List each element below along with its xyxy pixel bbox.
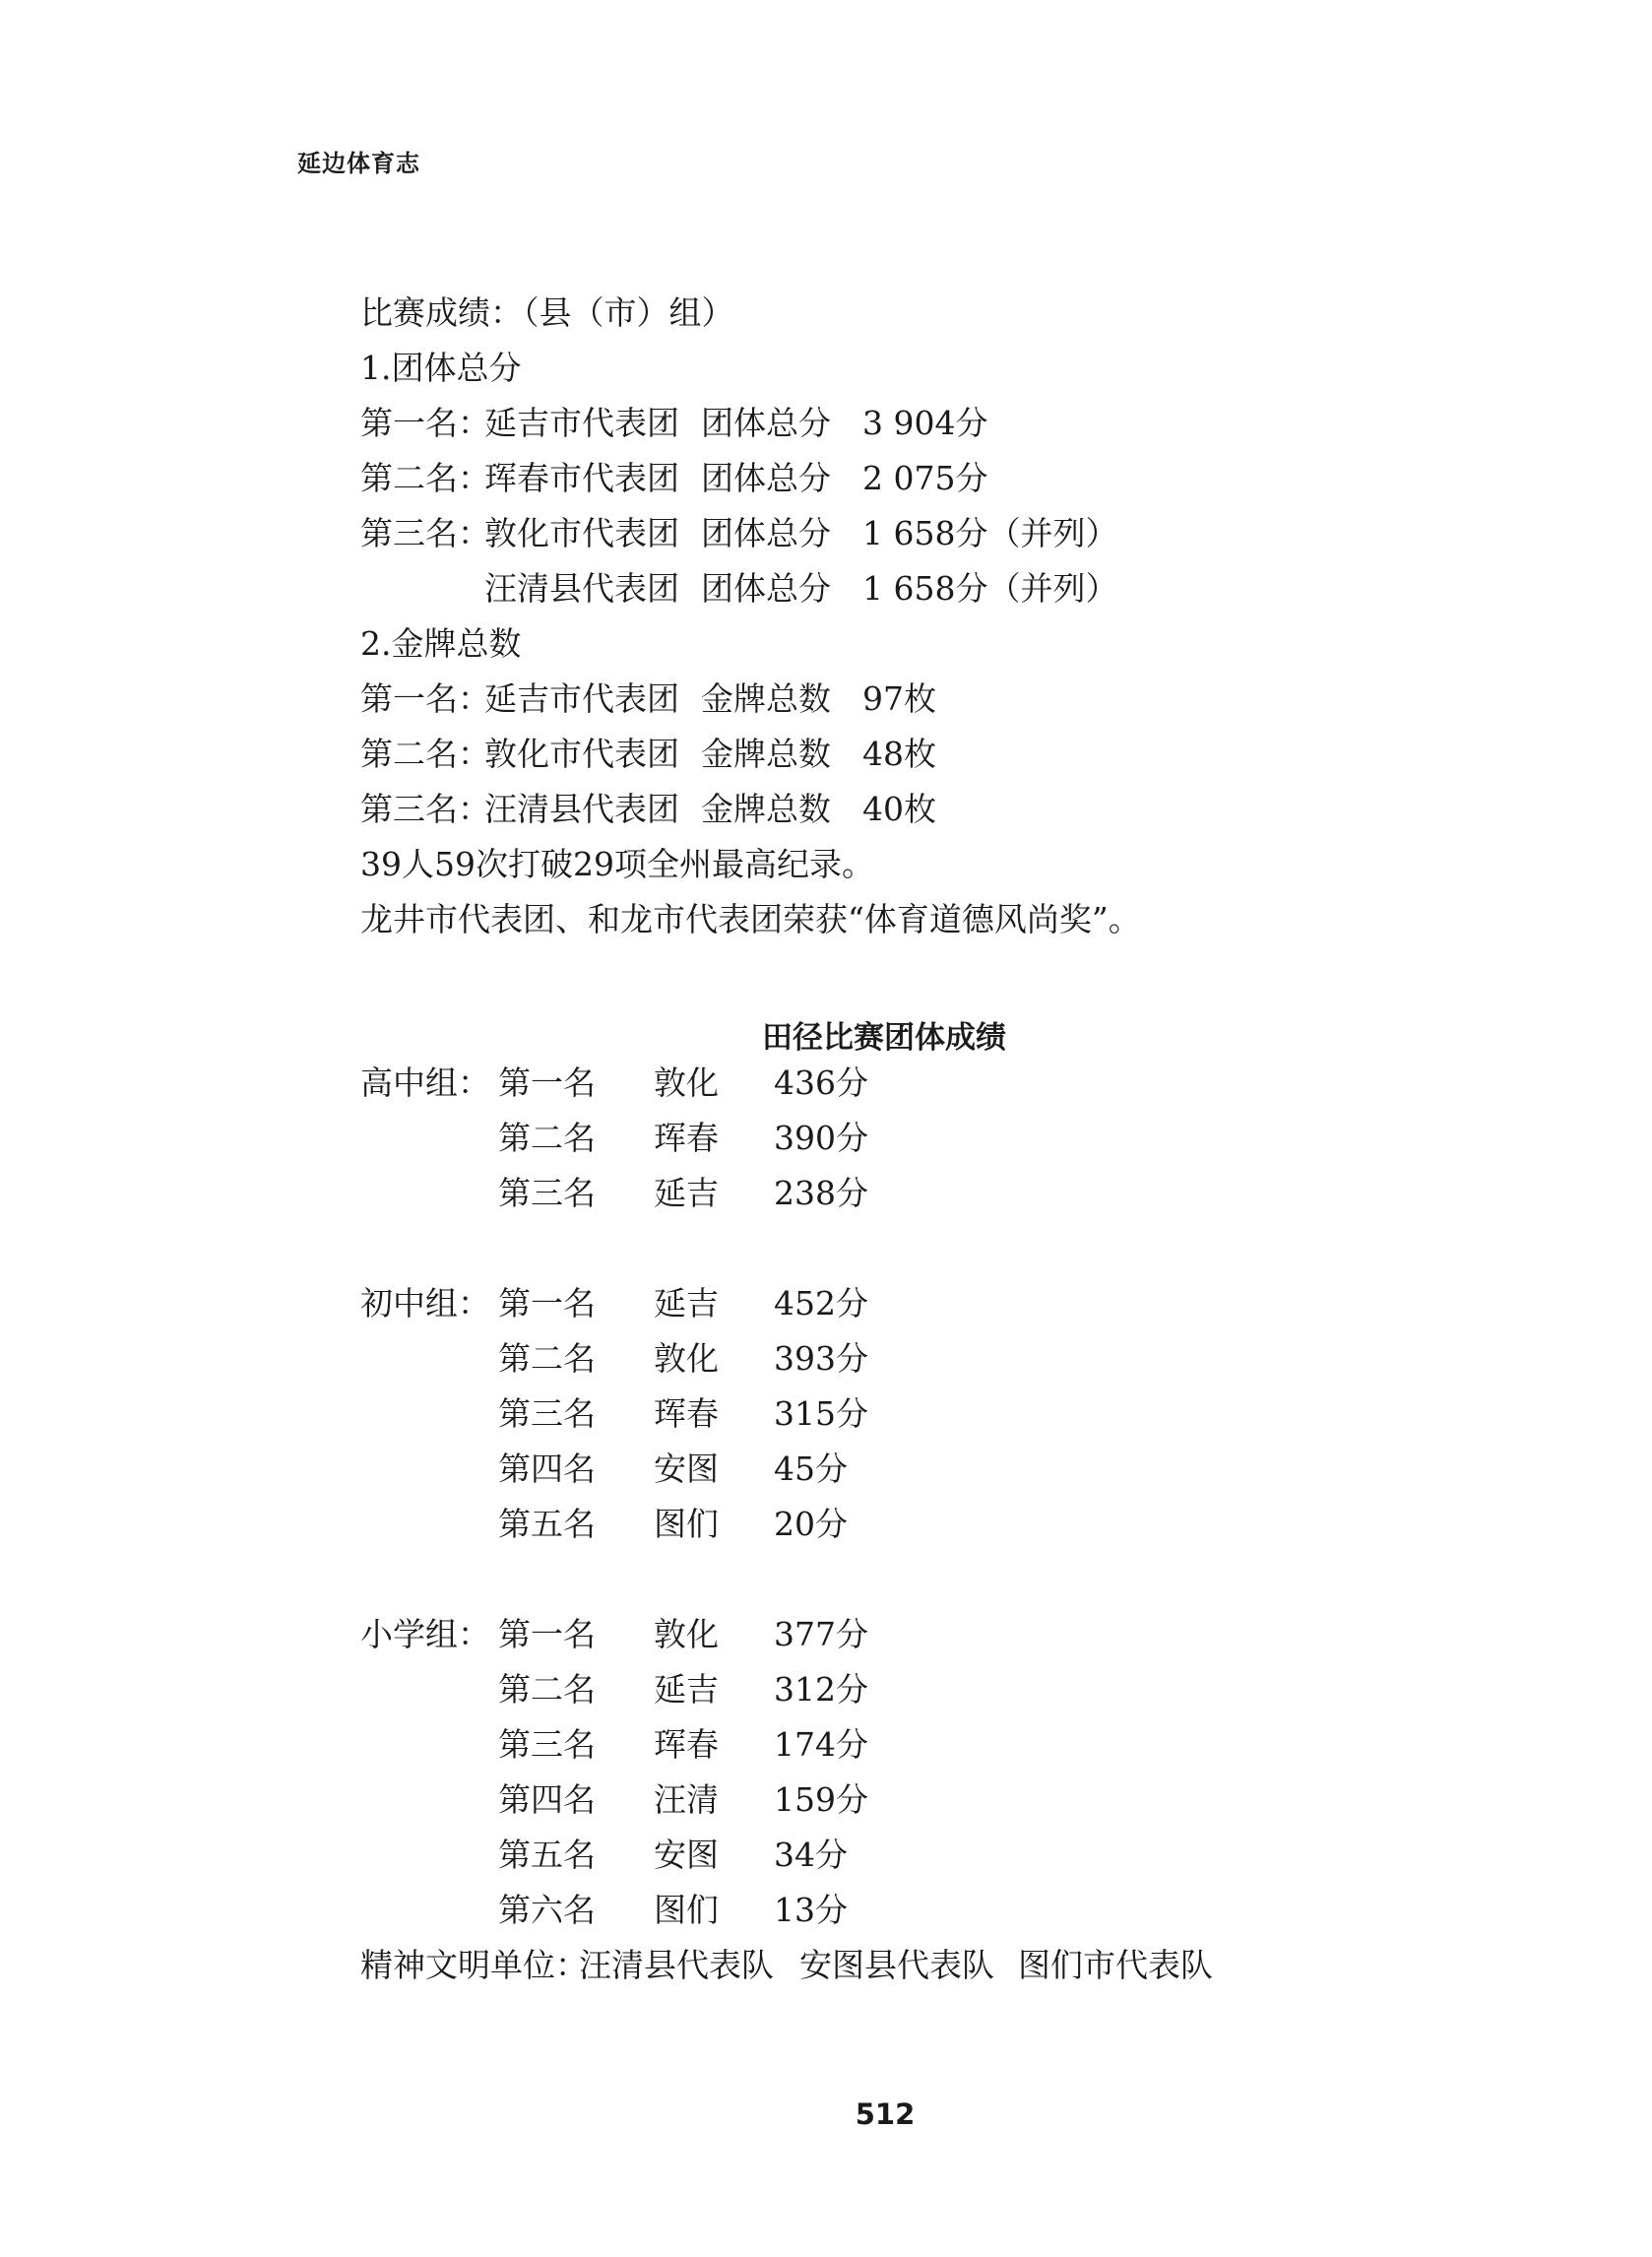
rank-label: 第二名 — [498, 1670, 596, 1709]
team-total-heading: 1.团体总分 — [360, 349, 522, 387]
gold-total-heading: 2.金牌总数 — [360, 624, 522, 663]
group-label: 小学组： — [360, 1615, 490, 1653]
civilization-unit: 安图县代表队 — [799, 1946, 994, 1984]
metric-label: 金牌总数 — [701, 735, 831, 773]
team-name: 延吉 — [654, 1670, 719, 1709]
team-name: 珲春 — [654, 1119, 719, 1157]
score-value: 436分 — [774, 1064, 868, 1102]
score-value: 34分 — [774, 1836, 848, 1874]
running-head: 延边体育志 — [297, 150, 420, 177]
team-name: 汪清县代表团 — [484, 790, 679, 828]
rank-label: 第二名： — [360, 735, 490, 773]
ethics-award-note: 龙井市代表团、和龙市代表团荣获“体育道德风尚奖”。 — [360, 900, 1141, 938]
score-value: 312分 — [774, 1670, 868, 1709]
rank-label: 第一名 — [498, 1064, 596, 1102]
metric-label: 金牌总数 — [701, 679, 831, 718]
rank-label: 第二名： — [360, 459, 490, 497]
civilization-units-label: 精神文明单位： — [360, 1946, 588, 1984]
score-value: 393分 — [774, 1339, 868, 1378]
metric-value: 97枚 — [862, 679, 936, 718]
team-name: 珲春市代表团 — [484, 459, 679, 497]
rank-label: 第三名 — [498, 1725, 596, 1764]
score-value: 390分 — [774, 1119, 868, 1157]
rank-label: 第五名 — [498, 1836, 596, 1874]
metric-label: 金牌总数 — [701, 790, 831, 828]
rank-label: 第一名： — [360, 679, 490, 718]
rank-label: 第一名 — [498, 1615, 596, 1653]
team-name: 汪清县代表团 — [484, 569, 679, 608]
team-name: 敦化 — [654, 1615, 719, 1653]
rank-label: 第一名： — [360, 404, 490, 442]
score-value: 174分 — [774, 1725, 868, 1764]
metric-label: 团体总分 — [701, 569, 831, 608]
civilization-unit: 图们市代表队 — [1018, 1946, 1213, 1984]
rank-label: 第二名 — [498, 1119, 596, 1157]
score-value: 377分 — [774, 1615, 868, 1653]
score-value: 20分 — [774, 1505, 848, 1543]
team-name: 延吉 — [654, 1174, 719, 1212]
civilization-unit: 汪清县代表队 — [579, 1946, 774, 1984]
rank-label: 第五名 — [498, 1505, 596, 1543]
team-name: 图们 — [654, 1505, 719, 1543]
rank-label: 第三名 — [498, 1394, 596, 1433]
score-value: 45分 — [774, 1450, 848, 1488]
team-name: 敦化 — [654, 1064, 719, 1102]
team-name: 汪清 — [654, 1780, 719, 1819]
team-name: 图们 — [654, 1891, 719, 1929]
team-name: 珲春 — [654, 1394, 719, 1433]
metric-value: 1 658分（并列） — [862, 569, 1118, 608]
metric-label: 团体总分 — [701, 514, 831, 552]
team-name: 延吉市代表团 — [484, 404, 679, 442]
team-name: 安图 — [654, 1450, 719, 1488]
team-name: 敦化市代表团 — [484, 735, 679, 773]
rank-label: 第三名： — [360, 790, 490, 828]
team-name: 敦化市代表团 — [484, 514, 679, 552]
track-field-title: 田径比赛团体成绩 — [762, 1020, 1006, 1056]
rank-label: 第一名 — [498, 1284, 596, 1322]
rank-label: 第四名 — [498, 1780, 596, 1819]
records-note: 39人59次打破29项全州最高纪录。 — [360, 845, 874, 883]
rank-label: 第六名 — [498, 1891, 596, 1929]
team-name: 延吉 — [654, 1284, 719, 1322]
score-value: 238分 — [774, 1174, 868, 1212]
rank-label: 第三名 — [498, 1174, 596, 1212]
page-number: 512 — [855, 2097, 916, 2131]
team-name: 安图 — [654, 1836, 719, 1874]
team-name: 延吉市代表团 — [484, 679, 679, 718]
team-name: 敦化 — [654, 1339, 719, 1378]
metric-value: 40枚 — [862, 790, 936, 828]
group-label: 高中组： — [360, 1064, 490, 1102]
rank-label: 第二名 — [498, 1339, 596, 1378]
competition-heading: 比赛成绩：（县（市）组） — [360, 293, 734, 332]
team-name: 珲春 — [654, 1725, 719, 1764]
metric-value: 2 075分 — [862, 459, 988, 497]
rank-label: 第四名 — [498, 1450, 596, 1488]
group-label: 初中组： — [360, 1284, 490, 1322]
rank-label: 第三名： — [360, 514, 490, 552]
metric-value: 3 904分 — [862, 404, 988, 442]
score-value: 452分 — [774, 1284, 868, 1322]
metric-value: 48枚 — [862, 735, 936, 773]
metric-label: 团体总分 — [701, 404, 831, 442]
score-value: 315分 — [774, 1394, 868, 1433]
metric-label: 团体总分 — [701, 459, 831, 497]
score-value: 159分 — [774, 1780, 868, 1819]
score-value: 13分 — [774, 1891, 848, 1929]
metric-value: 1 658分（并列） — [862, 514, 1118, 552]
